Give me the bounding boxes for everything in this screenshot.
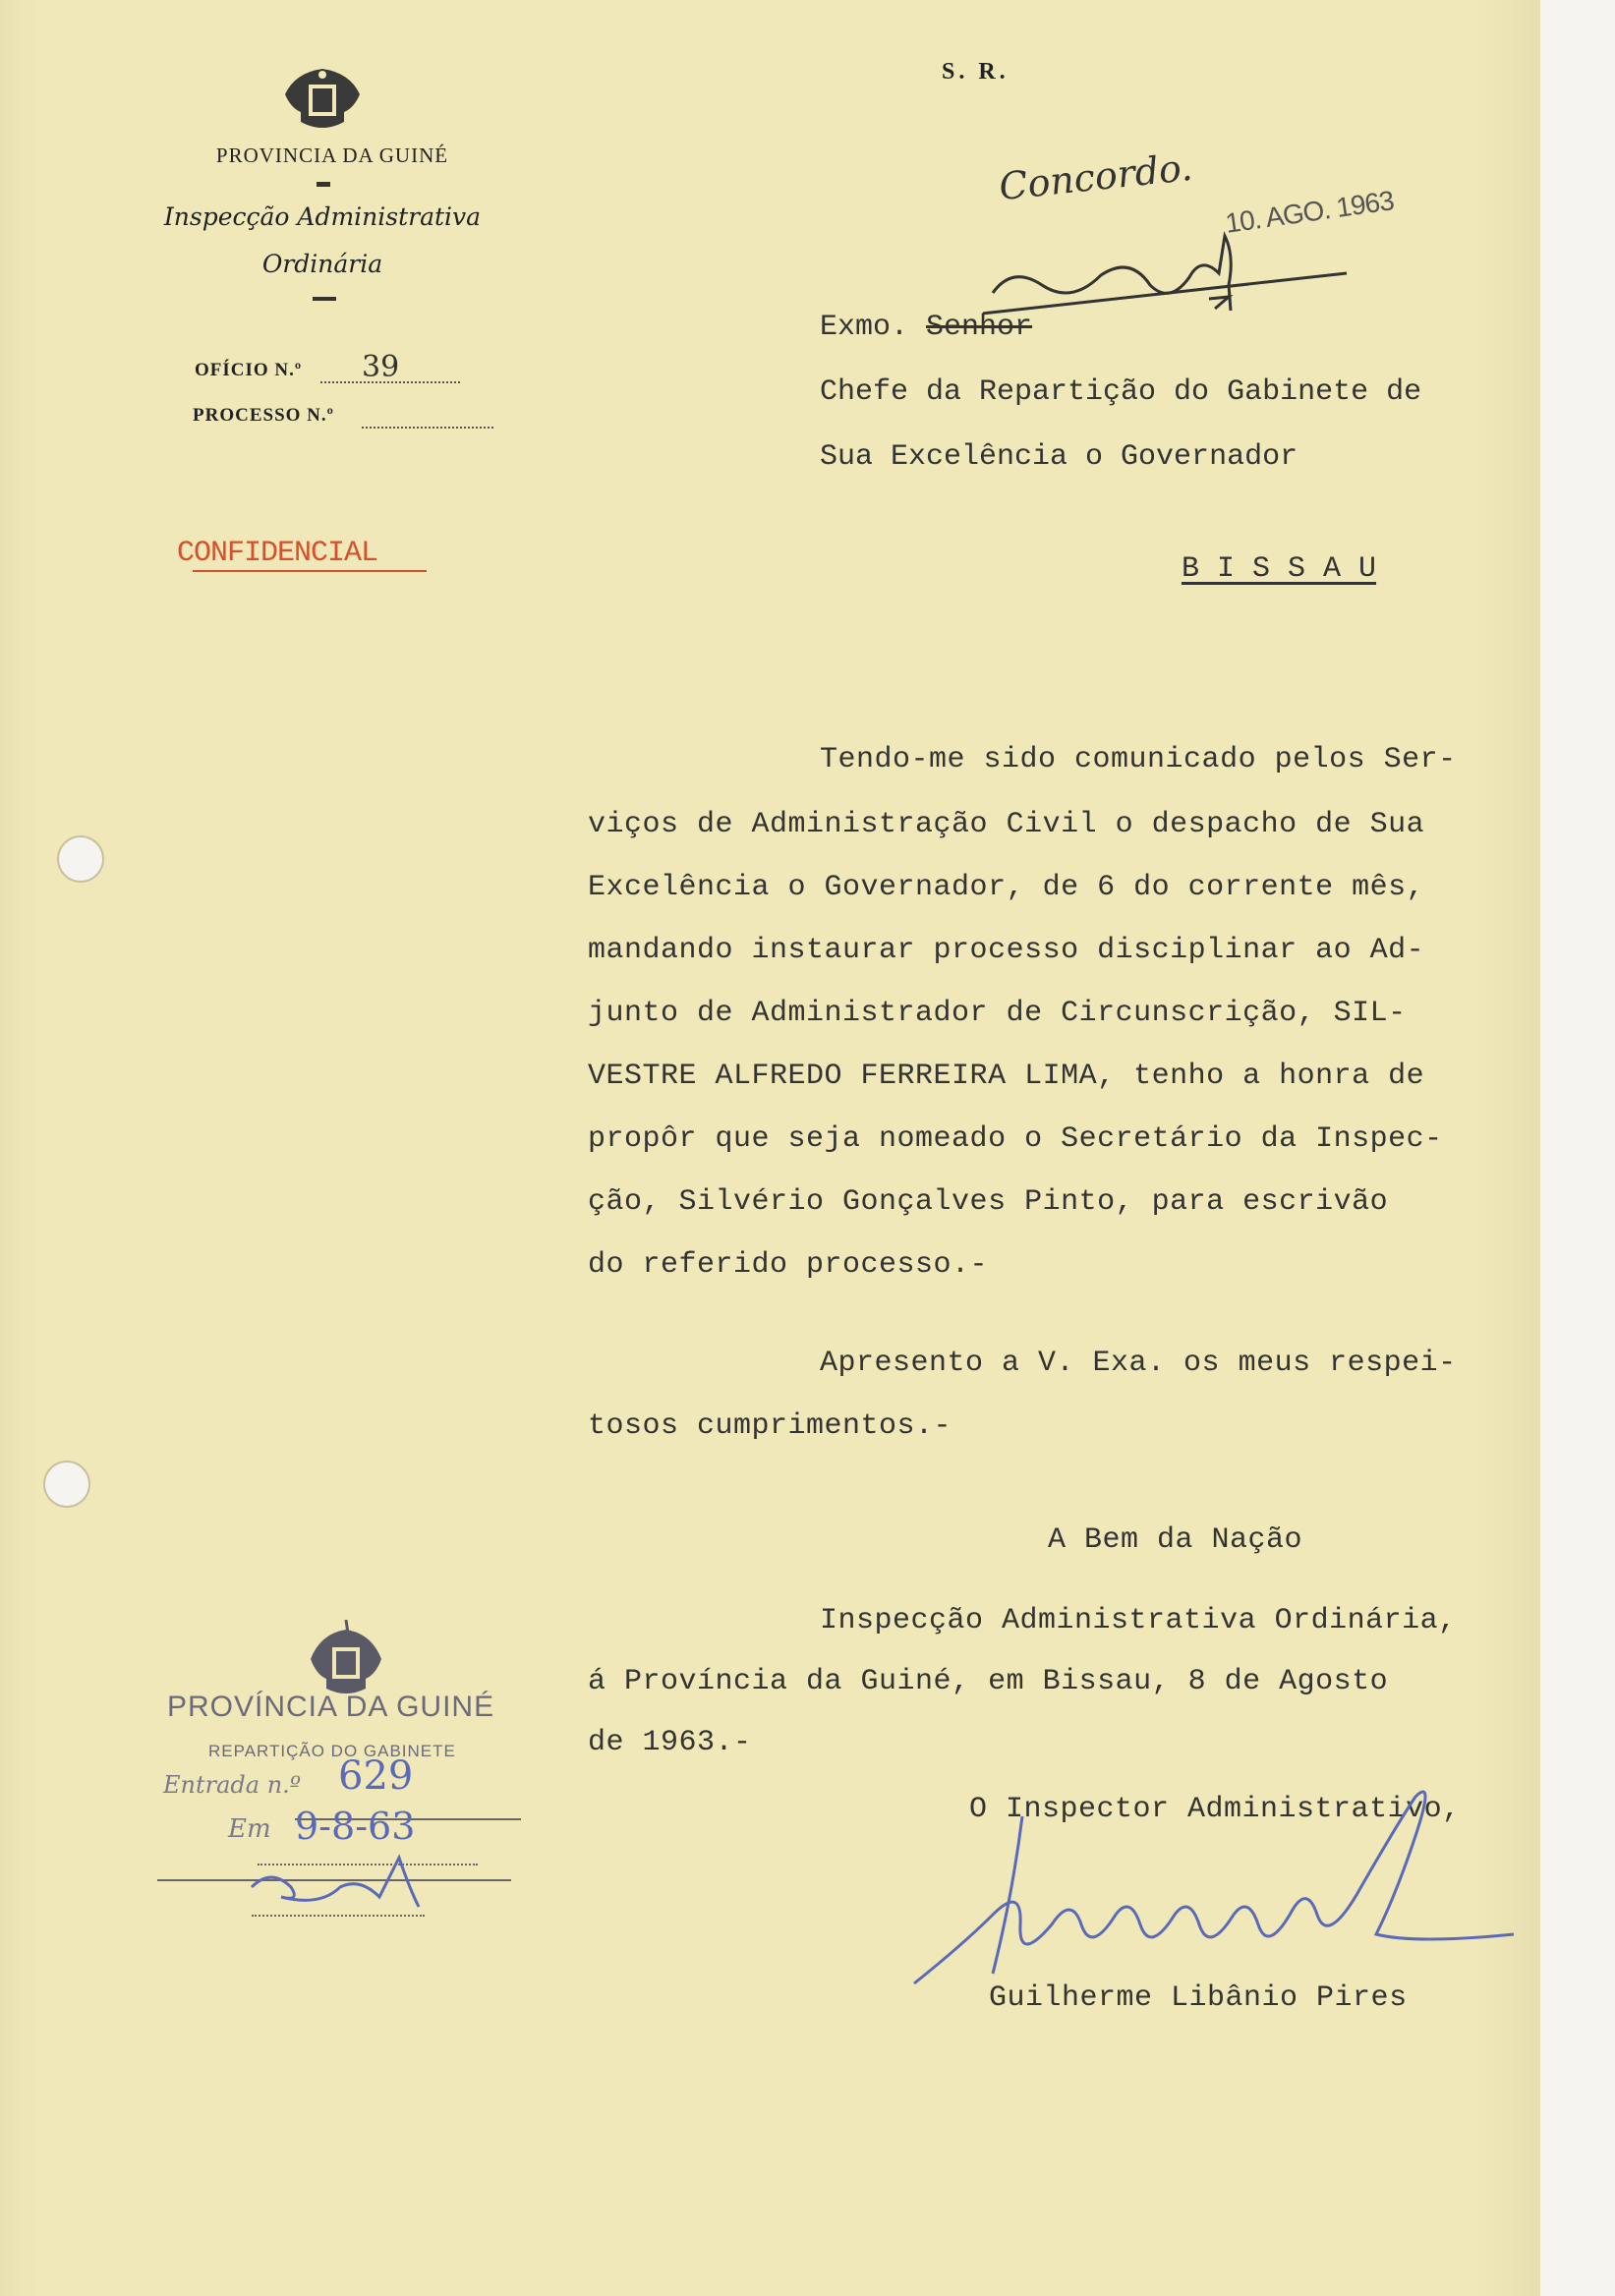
closing-place-line: Inspecção Administrativa Ordinária,	[820, 1604, 1457, 1637]
stamp-entrada-number: 629	[338, 1753, 414, 1799]
salutation	[820, 311, 1032, 344]
letterhead-divider-2	[313, 297, 336, 301]
body-line: junto de Administrador de Circunscrição, SIL-	[588, 997, 1407, 1030]
processo-label: PROCESSO N.º	[193, 405, 334, 426]
body-line: Excelência o Governador, de 6 do corrente mês,	[588, 871, 1425, 904]
approval-initials-scribble	[983, 216, 1356, 324]
body-line: Tendo-me sido comunicado pelos Ser-	[820, 743, 1457, 776]
stamp-em-date: 9-8-63	[295, 1805, 416, 1848]
body-line: propôr que seja nomeado o Secretário da Inspec-	[588, 1122, 1443, 1156]
punch-hole-top	[57, 835, 104, 883]
stamp-em-label: Em	[228, 1814, 271, 1844]
closing-place-line: á Província da Guiné, em Bissau, 8 de Agosto	[588, 1665, 1389, 1698]
processo-dotted-line	[362, 427, 493, 429]
letterhead-office-line1: Inspecção Administrativa	[163, 202, 482, 231]
stamp-department: REPARTIÇÃO DO GABINETE	[208, 1742, 456, 1760]
handwritten-approval-note: Concordo.	[997, 144, 1195, 209]
letterhead-divider	[317, 182, 330, 187]
body-line: VESTRE ALFREDO FERREIRA LIMA, tenho a honra de	[588, 1060, 1425, 1093]
confidential-label: CONFIDENCIAL	[177, 537, 378, 570]
salutation-struck: Senhor	[926, 311, 1033, 344]
closing-motto: A Bem da Nação	[1048, 1523, 1303, 1557]
body-line: Apresento a V. Exa. os meus respei-	[820, 1347, 1457, 1380]
classification-mark: S. R.	[942, 59, 1009, 85]
addressee-office: Sua Excelência o Governador	[820, 440, 1298, 474]
body-line: mandando instaurar processo disciplinar ao Ad-	[588, 934, 1425, 967]
closing-place-line: de 1963.-	[588, 1726, 752, 1759]
body-line: ção, Silvério Gonçalves Pinto, para escrivão	[588, 1185, 1389, 1219]
punch-hole-bottom	[43, 1461, 90, 1508]
confidential-underline	[193, 570, 427, 572]
signatory-name: Guilherme Libânio Pires	[989, 1981, 1408, 2015]
addressee-city: B I S S A U	[1182, 552, 1377, 586]
body-line: viços de Administração Civil o despacho de Sua	[588, 808, 1425, 841]
signatory-title: O Inspector Administrativo,	[969, 1793, 1461, 1826]
stamp-province: PROVÍNCIA DA GUINÉ	[167, 1691, 495, 1723]
received-date-stamp: 10. AGO. 1963	[1223, 185, 1396, 239]
body-line: tosos cumprimentos.-	[588, 1409, 952, 1443]
letterhead-province: PROVINCIA DA GUINÉ	[215, 144, 449, 167]
handwritten-signature	[904, 1777, 1533, 2003]
stamp-entrada-label: Entrada n.º	[163, 1771, 302, 1799]
salutation-prefix: Exmo.	[820, 311, 909, 344]
oficio-label: OFÍCIO N.º	[195, 360, 303, 380]
addressee-title: Chefe da Repartição do Gabinete de	[820, 375, 1422, 409]
stamp-coat-of-arms-icon	[301, 1620, 391, 1698]
oficio-number: 39	[362, 350, 400, 384]
stamp-bottom-line	[252, 1915, 425, 1917]
letterhead-office-line2: Ordinária	[261, 250, 383, 278]
body-line: do referido processo.-	[588, 1248, 989, 1282]
coat-of-arms-icon	[275, 65, 370, 136]
